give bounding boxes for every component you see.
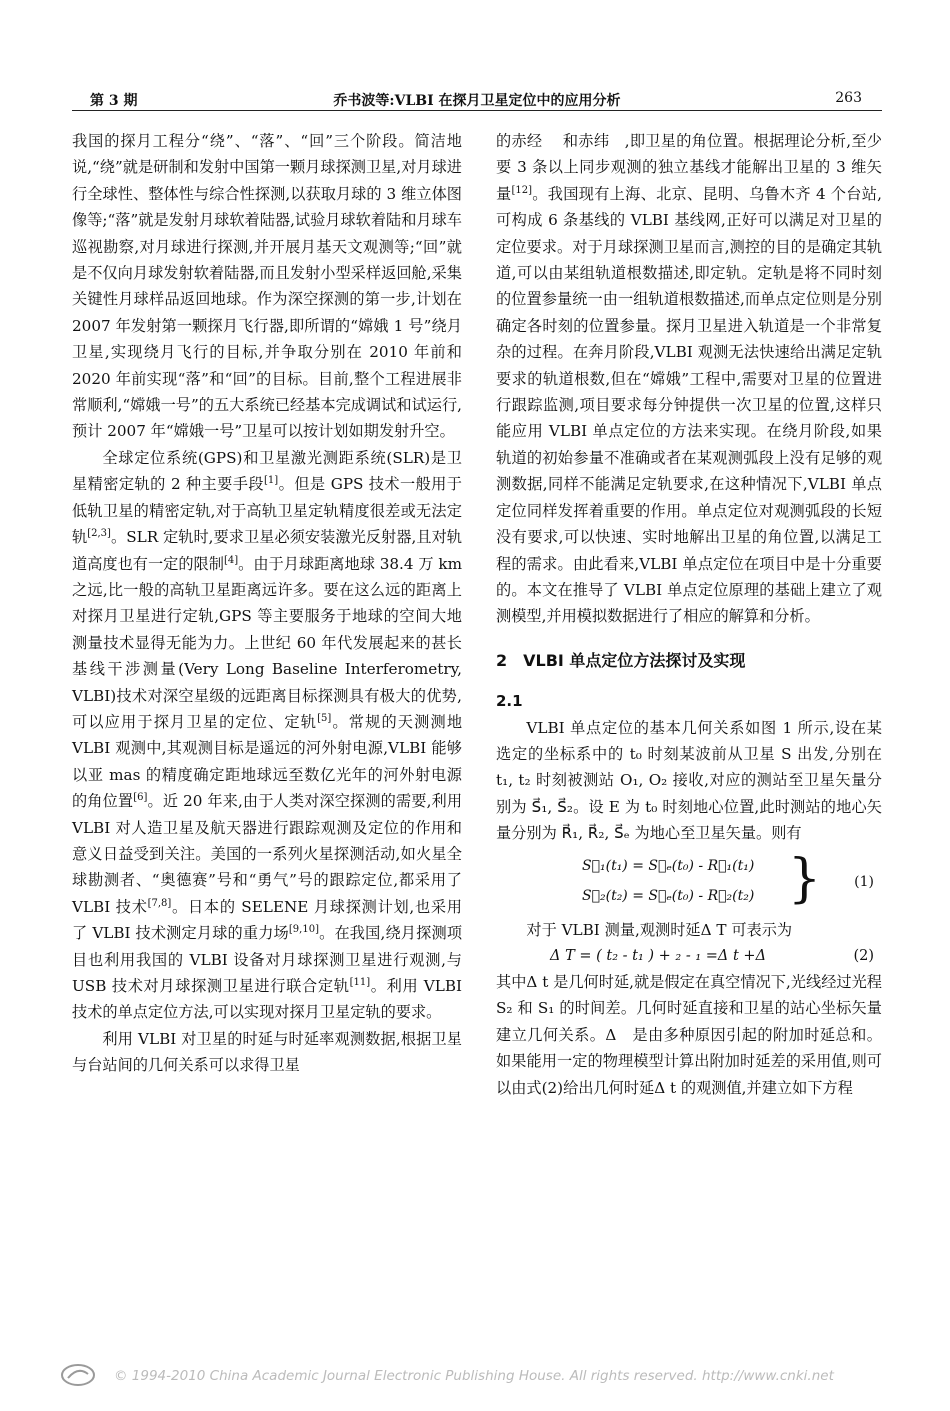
text-run: 全球定位系统(GPS)和卫星激光测距系统(SLR)是卫星精密定轨的 2 种主要手段: [72, 448, 462, 494]
text-run: 。利用 VLBI 技术的单点定位方法,可以实现对探月卫星定轨的要求。: [72, 977, 462, 1022]
citation: [1]: [263, 475, 279, 487]
paragraph-vlbi-use: 利用 VLBI 对卫星的时延与时延率观测数据,根据卫星与台站间的几何关系可以求得卫星: [72, 1029, 462, 1075]
copyright-footer: [58, 1362, 888, 1392]
section-heading: 2 VLBI 单点定位方法探讨及实现: [496, 650, 746, 670]
equation-1: [496, 849, 882, 913]
text-run: 的赤经 和赤纬 ,即卫星的角位置。根据理论分析,至少要 3 条以上同步观测的独立基线才能解出卫星的 3 维矢量: [496, 132, 882, 203]
text-run: 。但是 GPS 技术一般用于低轨卫星的精密定轨,对于高轨卫星定轨精度很差或无法定轨: [72, 475, 462, 547]
running-header: [72, 88, 882, 111]
text-run: 。常规的天测测地 VLBI 观测中,其观测目标是遥远的河外射电源,VLBI 能够以亚 mas 的精度确定距地球远至数亿光年的河外射电源的角位置: [72, 712, 463, 811]
text-run: 。SLR 定轨时,要求卫星必须安装激光反射器,且对轨道高度也有一定的限制: [72, 528, 462, 573]
equation-1-line-2: S⃗₂(t₂) = S⃗ₑ(t₀) - R⃗₂(t₂): [582, 887, 755, 904]
citation: [11]: [349, 976, 371, 988]
citation: [12]: [511, 184, 533, 196]
text-run: 。由于月球距离地球 38.4 万 km之远,比一般的高轨卫星距离远许多。要在这么远的距离上对探月卫星进行定轨,GPS 等主要服务于地球的空间大地测量技术显得无能为力。上世纪 60 年代发展起来的甚长基线干涉测量(Very Long Baseline Interferometry, VLBI)技术对深空星级的远距离目标探测具有极大的优势,可以应用于探月卫星的定位、定轨: [72, 554, 463, 731]
citation: [9,10]: [288, 924, 319, 936]
citation: [5]: [317, 712, 332, 724]
left-column: [72, 128, 462, 1079]
paragraph-intro: 我国的探月工程分“绕”、“落”、“回”三个阶段。简洁地说,“绕”就是研制和发射中国第一颗月球探测卫星,对月球进行全球性、整体性与综合性探测,以获取月球的 3 维立体图像等;“落”就是发射月球软着陆器,试验月球软着陆和月球车巡视勘察,对月球进行探测,并开展月基天文观测等;“回”就是不仅向月球发射软着陆器,而且发射小型采样返回舱,采集关键性月球样品返回地球。作为深空探测的第一步,计划在 2007 年发射第一颗探月飞行器,即所谓的“嫦娥 1 号”绕月卫星,实现绕月飞行的目标,并争取分别在 2010 年前和 2020 年前实现“落”和“回”的目标。目前,整个工程进展非常顺利,“嫦娥一号”的五大系统已经基本完成调试和试运行,预计 2007 年“嫦娥一号”卫星可以按计划如期发射升空。: [72, 132, 462, 441]
equation-2: [496, 943, 882, 969]
paragraph-continued: [496, 128, 882, 630]
paragraph-delay-explain: 其中Δ t 是几何时延,就是假定在真空情况下,光线经过光程 S₂ 和 S₁ 的时间差。几何时延直接和卫星的站心坐标矢量建立几何关系。Δ 是由多种原因引起的附加时延总和。如果能用一定的物理模型计算出附加时延差的采用值,则可以由式(2)给出几何时延Δ t 的观测值,并建立如下方程: [496, 972, 882, 1097]
text-run: 。日本的 SELENE 月球探测计划,也采用了 VLBI 技术测定月球的重力场: [72, 897, 462, 943]
equation-2-number: (2): [853, 947, 874, 964]
equation-1-line-1: S⃗₁(t₁) = S⃗ₑ(t₀) - R⃗₁(t₁): [582, 857, 755, 874]
citation: [7,8]: [147, 897, 172, 909]
right-column: [496, 128, 882, 1101]
paragraph-geometry: VLBI 单点定位的基本几何关系如图 1 所示,设在某选定的坐标系中的 t₀ 时刻某波前从卫星 S 出发,分别在 t₁, t₂ 时刻被测站 O₁, O₂ 接收,对应的测站至卫星矢量分别为 S⃗₁, S⃗₂。设 E 为 t₀ 时刻地心位置,此时测站的地心矢量分别为 R⃗₁, R⃗₂, S⃗ₑ 为地心至卫星矢量。则有: [496, 718, 882, 843]
citation: [4]: [223, 554, 239, 566]
equation-2-body: Δ T = ( t₂ - t₁ ) + ₂ - ₁ =Δ t +Δ: [550, 947, 767, 964]
text-run: 。在我国,绕月探测项目也利用我国的 VLBI 设备对月球探测卫星进行观测,与 USB 技术对月球探测卫星进行联合定轨: [72, 924, 463, 995]
running-title: 乔书波等:VLBI 在探月卫星定位中的应用分析: [333, 93, 621, 109]
page-number: 263: [835, 90, 862, 106]
paragraph-methods: [72, 445, 462, 1026]
citation: [2,3]: [87, 528, 111, 540]
subsection-heading: 2.1: [496, 692, 523, 711]
paragraph-delay-intro: 对于 VLBI 测量,观测时延Δ T 可表示为: [526, 920, 793, 939]
cnki-logo-icon: [58, 1362, 98, 1388]
equation-1-number: (1): [854, 873, 874, 890]
citation: [6]: [133, 792, 148, 804]
issue-label: 第 3 期: [90, 93, 138, 109]
text-run: 。近 20 年来,由于人类对深空探测的需要,利用 VLBI 对人造卫星及航天器进行跟踪观测及定位的作用和意义日益受到关注。美国的一系列火星探测活动,如火星全球勘测者、“奥德赛”号和“勇气”号的跟踪定位,都采用了 VLBI 技术: [72, 792, 463, 916]
text-run: 。我国现有上海、北京、昆明、乌鲁木齐 4 个台站,可构成 6 条基线的 VLBI 基线网,正好可以满足对卫星的定位要求。对于月球探测卫星而言,测控的目的是确定其轨道,可以由某组轨道根数描述,即定轨。定轨是将不同时刻的位置参量统一由一组轨道根数描述,而单点定位则是分别确定各时刻的位置参量。探月卫星进入轨道是一个非常复杂的过程。在奔月阶段,VLBI 观测无法快速给出满足定轨要求的轨道根数,但在“嫦娥”工程中,需要对卫星的位置进行跟踪监测,项目要求每分钟提供一次卫星的位置,这样只能应用 VLBI 单点定位的方法来实现。在绕月阶段,如果轨道的初始参量不准确或者在某观测弧段上没有足够的观测数据,同样不能满足定轨要求,在这种情况下,VLBI 单点定位同样发挥着重要的作用。单点定位对观测弧段的长短没有要求,可以快速、实时地解出卫星的角位置,以满足工程的需求。由此看来,VLBI 单点定位在项目中是十分重要的。本文在推导了 VLBI 单点定位原理的基础上建立了观测模型,并用模拟数据进行了相应的解算和分析。: [496, 184, 882, 626]
right-brace-icon: }: [788, 848, 822, 909]
copyright-text: © 1994-2010 China Academic Journal Electronic Publishing House. All rights reserved. http://www.cnki.net: [114, 1368, 834, 1384]
